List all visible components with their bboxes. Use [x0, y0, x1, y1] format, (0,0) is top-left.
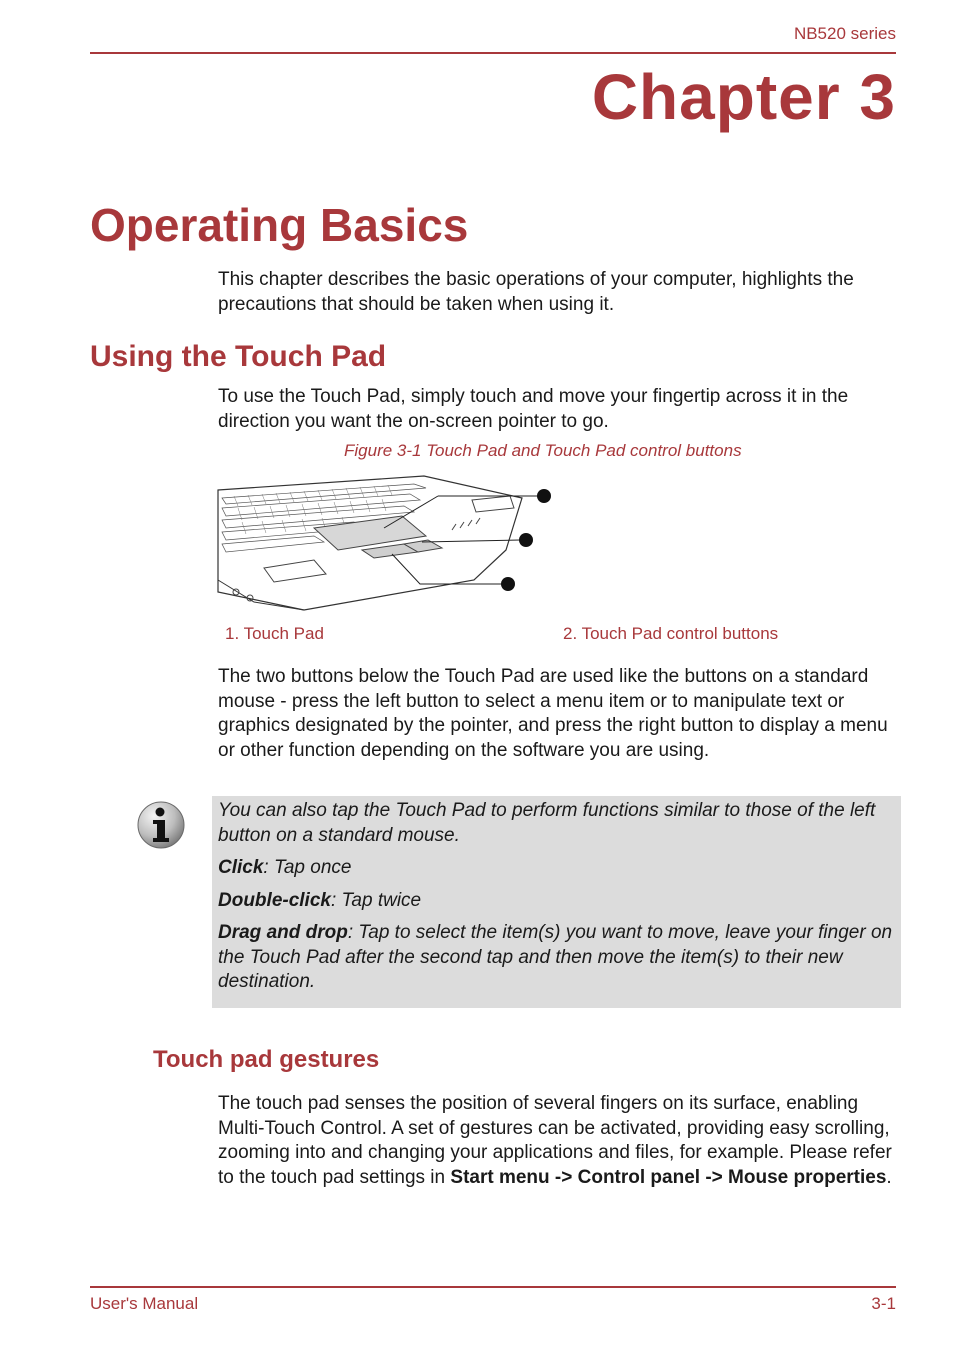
note-click [218, 856, 898, 881]
intro-paragraph: This chapter describes the basic operations of your computer, highlights the precautions that should be taken when using it. [218, 269, 854, 315]
header-series: NB520 series [793, 24, 896, 43]
note-drag-text: : Tap to select the item(s) you want to move, leave your finger on the Touch Pad after the second tap and then move the item(s) to their new destination. [218, 922, 893, 992]
touch-pad-figure [214, 470, 554, 614]
footer-manual-label: User's Manual [90, 1294, 199, 1313]
callout-dot-2 [519, 533, 533, 547]
callout-dot-1 [537, 489, 551, 503]
footer-page-number: 3-1 [871, 1294, 896, 1313]
gestures-menu-path: Start menu -> Control panel -> Mouse properties [450, 1166, 887, 1188]
gestures-text: The touch pad senses the position of several fingers on its surface, enabling Multi-Touch Control. A set of gestures can be activated, providing easy scrolling, zooming into and changing your applications and files, for example. Please refer to the touch pad settings in [218, 1093, 892, 1188]
note-drag-and-drop [218, 921, 898, 995]
figure-caption: Figure 3-1 Touch Pad and Touch Pad control buttons [344, 441, 742, 460]
note-click-text: : Tap once [263, 857, 352, 878]
page-title: Operating Basics [90, 199, 469, 251]
note-dblclick-text: : Tap twice [330, 890, 422, 911]
note-click-label: Click [218, 857, 264, 878]
gestures-text-end: . [886, 1166, 892, 1188]
note-dblclick-label: Double-click [218, 890, 331, 911]
section-heading-gestures: Touch pad gestures [153, 1046, 380, 1073]
callout-dot-3 [501, 577, 515, 591]
footer-rule [90, 1286, 896, 1288]
note-double-click [218, 889, 898, 914]
callout-touch-pad-buttons: 2. Touch Pad control buttons [563, 624, 779, 643]
section-heading-touch-pad: Using the Touch Pad [90, 340, 387, 373]
buttons-paragraph: The two buttons below the Touch Pad are used like the buttons on a standard mouse - press the left button to select a menu item or to manipulate text or graphics designated by the pointer, and press the right button to display a menu or other function depending on the software you are using. [218, 666, 888, 761]
info-icon [136, 800, 186, 850]
header-rule [90, 52, 896, 54]
chapter-title: Chapter 3 [591, 61, 896, 133]
callout-touch-pad: 1. Touch Pad [225, 624, 324, 643]
note-text: You can also tap the Touch Pad to perform functions similar to those of the left button on a standard mouse. [218, 800, 876, 846]
touch-pad-paragraph: To use the Touch Pad, simply touch and move your fingertip across it in the direction you want the on-screen pointer to go. [218, 386, 849, 432]
note-drag-label: Drag and drop [218, 922, 348, 943]
note-box [212, 796, 901, 1008]
gestures-paragraph [218, 1092, 898, 1190]
